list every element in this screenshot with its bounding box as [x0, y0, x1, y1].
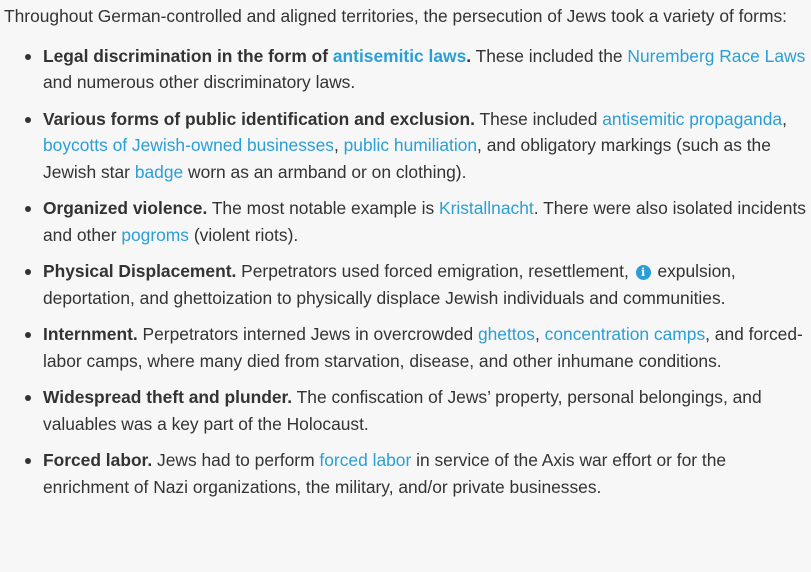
item-text: , [333, 135, 344, 155]
item-text: These included [474, 108, 603, 129]
item-text: These included the [471, 45, 628, 66]
item-text: The most notable example is [207, 198, 439, 218]
item-heading: Organized violence. [43, 198, 208, 218]
list-item-theft-plunder [43, 384, 811, 437]
link-forced-labor[interactable]: forced labor [319, 450, 412, 470]
link-kristallnacht[interactable]: Kristallnacht [438, 198, 534, 218]
item-text: The confiscation of Jews’ property, personal belongings, and valuables was a key part of the Holocaust. [43, 387, 762, 434]
item-heading-end: . [466, 45, 472, 66]
list-item-public-identification [43, 106, 811, 186]
list-item-organized-violence [43, 195, 811, 248]
item-text: (violent riots). [189, 224, 299, 245]
item-text: expulsion, deportation, and ghettoization to physically displace Jewish individuals and communities. [43, 261, 736, 308]
item-text: Perpetrators used forced emigration, resettlement, [236, 261, 634, 281]
link-antisemitic-laws[interactable]: antisemitic laws [332, 45, 467, 66]
item-text: . There were also isolated incidents and other [43, 198, 806, 245]
list-item-legal-discrimination [43, 43, 811, 96]
link-pogroms[interactable]: pogroms [121, 224, 189, 245]
item-text: and numerous other discriminatory laws. [43, 72, 356, 92]
item-heading: Various forms of public identification and exclusion. [43, 108, 475, 129]
link-nuremberg-race-laws[interactable]: Nuremberg Race Laws [627, 45, 806, 66]
item-text: Jews had to perform [152, 450, 320, 470]
item-text: , and obligatory markings (such as the Jewish star [43, 135, 771, 182]
item-text: in service of the Axis war effort or for the enrichment of Nazi organizations, the military, and/or private businesses. [43, 450, 727, 497]
link-public-humiliation[interactable]: public humiliation [343, 135, 478, 155]
item-heading: Physical Displacement. [43, 261, 237, 281]
item-heading: Widespread theft and plunder. [43, 387, 293, 407]
item-text: worn as an armband or on clothing). [183, 161, 467, 182]
link-badge[interactable]: badge [134, 161, 184, 182]
persecution-forms-list [4, 43, 811, 501]
intro-paragraph: Throughout German-controlled and aligned territories, the persecution of Jews took a variety of forms: [4, 6, 787, 26]
link-antisemitic-propaganda[interactable]: antisemitic propaganda [602, 108, 783, 129]
list-item-internment [43, 321, 811, 374]
item-heading: Forced labor. [43, 450, 153, 470]
list-item-physical-displacement [43, 258, 811, 311]
item-text: , [782, 108, 787, 129]
item-heading: Legal discrimination in the form of [43, 45, 333, 66]
link-ghettos[interactable]: ghettos [477, 324, 535, 344]
list-item-forced-labor [43, 447, 811, 500]
item-text: Perpetrators interned Jews in overcrowded [137, 324, 478, 344]
info-icon[interactable]: i [636, 265, 651, 280]
link-concentration-camps[interactable]: concentration camps [544, 324, 706, 344]
item-text: , [535, 324, 545, 344]
link-boycotts[interactable]: boycotts of Jewish-owned businesses [43, 135, 334, 155]
item-heading: Internment. [43, 324, 138, 344]
item-text: , and forced-labor camps, where many died from starvation, disease, and other inhumane conditions. [43, 324, 803, 371]
